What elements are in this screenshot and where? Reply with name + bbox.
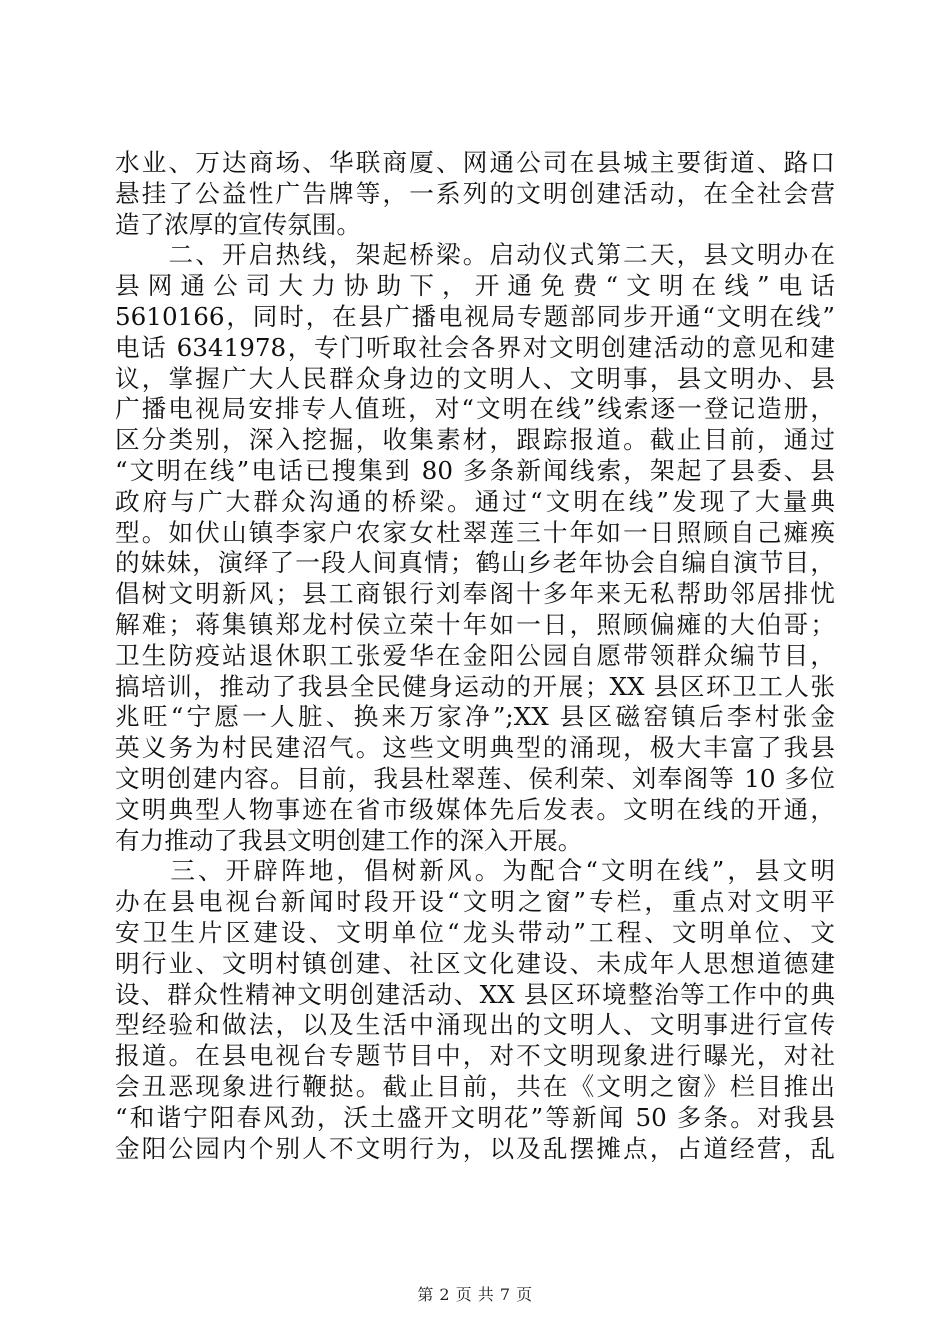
text-line: 型。如伏山镇李家户农家女杜翠莲三十年如一日照顾自己瘫痪	[115, 517, 835, 547]
text-line: 卫生防疫站退休职工张爱华在金阳公园自愿带领群众编节目，	[115, 640, 835, 670]
page-footer: 第 2 页 共 7 页	[417, 1285, 533, 1304]
text-line: “文明在线”电话已搜集到 80 多条新闻线索，架起了县委、县	[115, 455, 835, 485]
text-line: 广播电视局安排专人值班，对“文明在线”线索逐一登记造册，	[115, 394, 835, 424]
text-line: “和谐宁阳春风劲，沃土盛开文明花”等新闻 50 多条。对我县	[115, 1102, 835, 1132]
text-line: 设、群众性精神文明创建活动、XX 县区环境整治等工作中的典	[115, 979, 835, 1009]
text-line: 二、开启热线，架起桥梁。启动仪式第二天，县文明办在	[115, 240, 835, 270]
text-line: 英义务为村民建沼气。这些文明典型的涌现，极大丰富了我县	[115, 733, 835, 763]
text-line: 会丑恶现象进行鞭挞。截止目前，共在《文明之窗》栏目推出	[115, 1071, 835, 1101]
text-line: 安卫生片区建设、文明单位“龙头带动”工程、文明单位、文	[115, 917, 835, 947]
text-line: 的妹妹，演绎了一段人间真情；鹤山乡老年协会自编自演节目，	[115, 548, 835, 578]
text-line: 文明创建内容。目前，我县杜翠莲、侯利荣、刘奉阁等 10 多位	[115, 763, 835, 793]
text-line: 报道。在县电视台专题节目中，对不文明现象进行曝光，对社	[115, 1041, 835, 1071]
text-line: 办在县电视台新闻时段开设“文明之窗”专栏，重点对文明平	[115, 887, 835, 917]
text-line: 解难；蒋集镇郑龙村侯立荣十年如一日，照顾偏瘫的大伯哥；	[115, 609, 835, 639]
text-line: 倡树文明新风；县工商银行刘奉阁十多年来无私帮助邻居排忧	[115, 579, 835, 609]
text-line: 水业、万达商场、华联商厦、网通公司在县城主要街道、路口	[115, 148, 835, 177]
text-line: 电话 6341978，专门听取社会各界对文明创建活动的意见和建	[115, 332, 835, 362]
text-line: 明行业、文明村镇创建、社区文化建设、未成年人思想道德建	[115, 948, 835, 978]
text-line: 有力推动了我县文明创建工作的深入开展。	[115, 825, 583, 855]
text-line: 造了浓厚的宣传氛围。	[115, 209, 361, 239]
text-line: 5610166，同时，在县广播电视局专题部同步开通“文明在线”	[115, 301, 835, 331]
text-line: 县网通公司大力协助下，开通免费“文明在线”电话	[115, 271, 835, 301]
text-line: 文明典型人物事迹在省市级媒体先后发表。文明在线的开通，	[115, 794, 835, 824]
text-line: 政府与广大群众沟通的桥梁。通过“文明在线”发现了大量典	[115, 486, 835, 516]
text-line: 区分类别，深入挖掘，收集素材，跟踪报道。截止目前，通过	[115, 425, 835, 455]
text-line: 议，掌握广大人民群众身边的文明人、文明事，县文明办、县	[115, 363, 835, 393]
document-body	[115, 148, 835, 1164]
text-line: 三、开辟阵地，倡树新风。为配合“文明在线”，县文明	[115, 856, 835, 886]
text-line: 兆旺“宁愿一人脏、换来万家净”;XX 县区磁窑镇后李村张金	[115, 702, 835, 732]
text-line: 金阳公园内个别人不文明行为，以及乱摆摊点，占道经营，乱	[115, 1133, 835, 1163]
text-line: 搞培训，推动了我县全民健身运动的开展；XX 县区环卫工人张	[115, 671, 835, 701]
text-line: 型经验和做法，以及生活中涌现出的文明人、文明事进行宣传	[115, 1010, 835, 1040]
text-line: 悬挂了公益性广告牌等，一系列的文明创建活动，在全社会营	[115, 178, 835, 208]
